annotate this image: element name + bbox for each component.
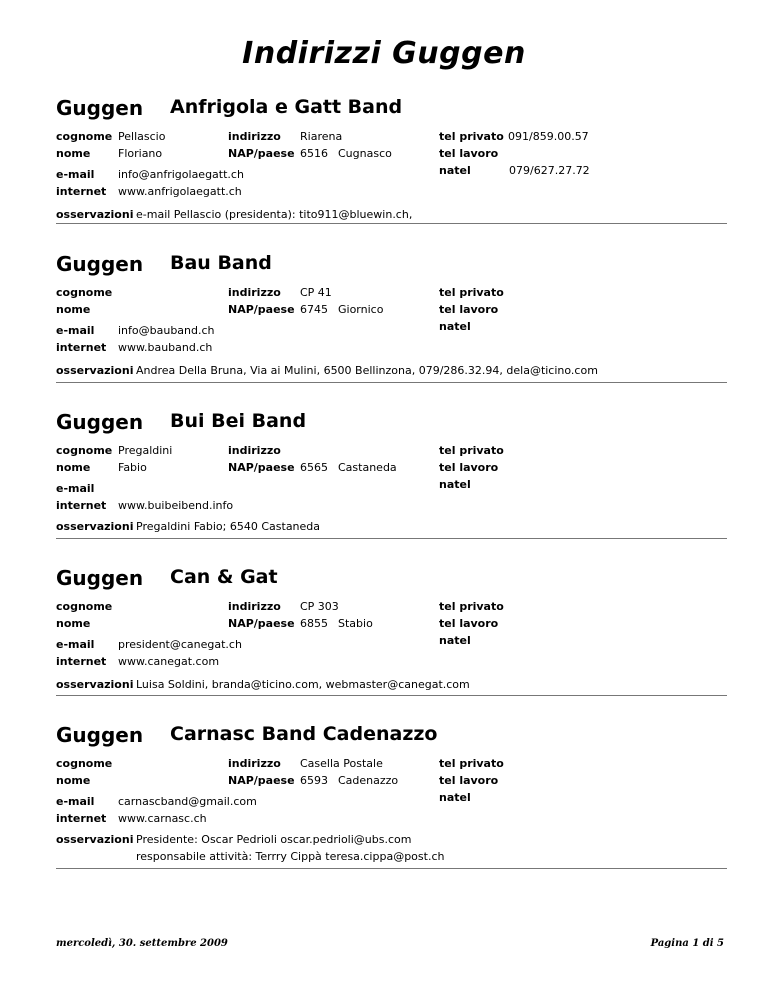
cognome-label: cognome bbox=[56, 600, 113, 613]
nome-value: Fabio bbox=[118, 461, 147, 474]
cognome-label: cognome bbox=[56, 286, 113, 299]
nap-paese-label: NAP/paese bbox=[228, 617, 295, 630]
natel-label: natel bbox=[439, 320, 471, 333]
record-divider bbox=[56, 868, 727, 869]
indirizzo-value: Riarena bbox=[300, 130, 343, 143]
natel-label: natel bbox=[439, 791, 471, 804]
email-value[interactable]: president@canegat.ch bbox=[118, 638, 242, 651]
nome-label: nome bbox=[56, 147, 91, 160]
paese-value: Castaneda bbox=[338, 461, 397, 474]
tel-lavoro-label: tel lavoro bbox=[439, 617, 499, 630]
natel-label: natel bbox=[439, 634, 471, 647]
natel-value: 079/627.27.72 bbox=[509, 164, 590, 177]
band-name: Bau Band bbox=[170, 252, 272, 274]
tel-privato-label: tel privato bbox=[439, 444, 504, 457]
osservazioni-label: osservazioni bbox=[56, 208, 134, 221]
internet-label: internet bbox=[56, 812, 107, 825]
nome-label: nome bbox=[56, 774, 91, 787]
footer-date: mercoledì, 30. settembre 2009 bbox=[56, 938, 228, 949]
indirizzo-label: indirizzo bbox=[228, 444, 281, 457]
nap-value: 6745 bbox=[300, 303, 328, 316]
osservazioni-value: Andrea Della Bruna, Via ai Mulini, 6500 Bellinzona, 079/286.32.94, dela@ticino.com bbox=[136, 364, 598, 377]
nap-value: 6593 bbox=[300, 774, 328, 787]
email-label: e-mail bbox=[56, 482, 95, 495]
record-divider bbox=[56, 223, 727, 224]
paese-value: Cugnasco bbox=[338, 147, 392, 160]
email-label: e-mail bbox=[56, 795, 95, 808]
tel-lavoro-label: tel lavoro bbox=[439, 147, 499, 160]
record-heading-label: Guggen bbox=[56, 252, 144, 276]
nap-paese-label: NAP/paese bbox=[228, 774, 295, 787]
tel-lavoro-label: tel lavoro bbox=[439, 461, 499, 474]
nome-label: nome bbox=[56, 303, 91, 316]
email-value[interactable]: info@anfrigolaegatt.ch bbox=[118, 168, 244, 181]
internet-label: internet bbox=[56, 341, 107, 354]
internet-value[interactable]: www.canegat.com bbox=[118, 655, 220, 668]
band-name: Anfrigola e Gatt Band bbox=[170, 96, 403, 118]
paese-value: Giornico bbox=[338, 303, 384, 316]
indirizzo-label: indirizzo bbox=[228, 757, 281, 770]
tel-lavoro-label: tel lavoro bbox=[439, 774, 499, 787]
footer-page-number: Pagina 1 di 5 bbox=[650, 938, 724, 949]
record-divider bbox=[56, 695, 727, 696]
email-label: e-mail bbox=[56, 638, 95, 651]
tel-privato-label: tel privato bbox=[439, 600, 504, 613]
cognome-label: cognome bbox=[56, 130, 113, 143]
nap-paese-label: NAP/paese bbox=[228, 303, 295, 316]
osservazioni-value: Luisa Soldini, branda@ticino.com, webmaster@canegat.com bbox=[136, 678, 470, 691]
cognome-value: Pregaldini bbox=[118, 444, 173, 457]
internet-label: internet bbox=[56, 499, 107, 512]
tel-privato-label: tel privato bbox=[439, 757, 504, 770]
record-divider bbox=[56, 382, 727, 383]
band-name: Bui Bei Band bbox=[170, 410, 307, 432]
internet-value[interactable]: www.bauband.ch bbox=[118, 341, 213, 354]
natel-label: natel bbox=[439, 478, 471, 491]
nome-label: nome bbox=[56, 461, 91, 474]
osservazioni-value: e-mail Pellascio (presidenta): tito911@bluewin.ch, bbox=[136, 208, 413, 221]
osservazioni-value-line2: responsabile attività: Terrry Cippà teresa.cippa@post.ch bbox=[136, 850, 445, 863]
email-label: e-mail bbox=[56, 324, 95, 337]
nap-value: 6516 bbox=[300, 147, 328, 160]
nap-paese-label: NAP/paese bbox=[228, 461, 295, 474]
nap-value: 6565 bbox=[300, 461, 328, 474]
indirizzo-label: indirizzo bbox=[228, 130, 281, 143]
record-divider bbox=[56, 538, 727, 539]
record-heading-label: Guggen bbox=[56, 96, 144, 120]
tel-privato-label: tel privato bbox=[439, 286, 504, 299]
internet-label: internet bbox=[56, 655, 107, 668]
band-name: Carnasc Band Cadenazzo bbox=[170, 723, 438, 745]
tel-privato-label: tel privato bbox=[439, 130, 504, 143]
paese-value: Stabio bbox=[338, 617, 373, 630]
osservazioni-value: Presidente: Oscar Pedrioli oscar.pedrioli@ubs.com bbox=[136, 833, 412, 846]
indirizzo-value: CP 303 bbox=[300, 600, 339, 613]
record-heading-label: Guggen bbox=[56, 410, 144, 434]
internet-value[interactable]: www.carnasc.ch bbox=[118, 812, 207, 825]
osservazioni-label: osservazioni bbox=[56, 364, 134, 377]
nome-label: nome bbox=[56, 617, 91, 630]
paese-value: Cadenazzo bbox=[338, 774, 399, 787]
cognome-label: cognome bbox=[56, 757, 113, 770]
natel-label: natel bbox=[439, 164, 471, 177]
indirizzo-value: Casella Postale bbox=[300, 757, 383, 770]
internet-label: internet bbox=[56, 185, 107, 198]
indirizzo-label: indirizzo bbox=[228, 600, 281, 613]
nap-paese-label: NAP/paese bbox=[228, 147, 295, 160]
email-value[interactable]: carnascband@gmail.com bbox=[118, 795, 257, 808]
band-name: Can & Gat bbox=[170, 566, 278, 588]
tel-privato-value: 091/859.00.57 bbox=[508, 130, 589, 143]
email-label: e-mail bbox=[56, 168, 95, 181]
internet-value[interactable]: www.buibeibend.info bbox=[118, 499, 234, 512]
record-heading-label: Guggen bbox=[56, 723, 144, 747]
indirizzo-label: indirizzo bbox=[228, 286, 281, 299]
page-title: Indirizzi Guggen bbox=[242, 36, 526, 71]
tel-lavoro-label: tel lavoro bbox=[439, 303, 499, 316]
osservazioni-value: Pregaldini Fabio; 6540 Castaneda bbox=[136, 520, 321, 533]
cognome-value: Pellascio bbox=[118, 130, 166, 143]
nap-value: 6855 bbox=[300, 617, 328, 630]
record-heading-label: Guggen bbox=[56, 566, 144, 590]
indirizzo-value: CP 41 bbox=[300, 286, 332, 299]
osservazioni-label: osservazioni bbox=[56, 678, 134, 691]
nome-value: Floriano bbox=[118, 147, 163, 160]
osservazioni-label: osservazioni bbox=[56, 520, 134, 533]
osservazioni-label: osservazioni bbox=[56, 833, 134, 846]
email-value[interactable]: info@bauband.ch bbox=[118, 324, 215, 337]
cognome-label: cognome bbox=[56, 444, 113, 457]
internet-value[interactable]: www.anfrigolaegatt.ch bbox=[118, 185, 242, 198]
